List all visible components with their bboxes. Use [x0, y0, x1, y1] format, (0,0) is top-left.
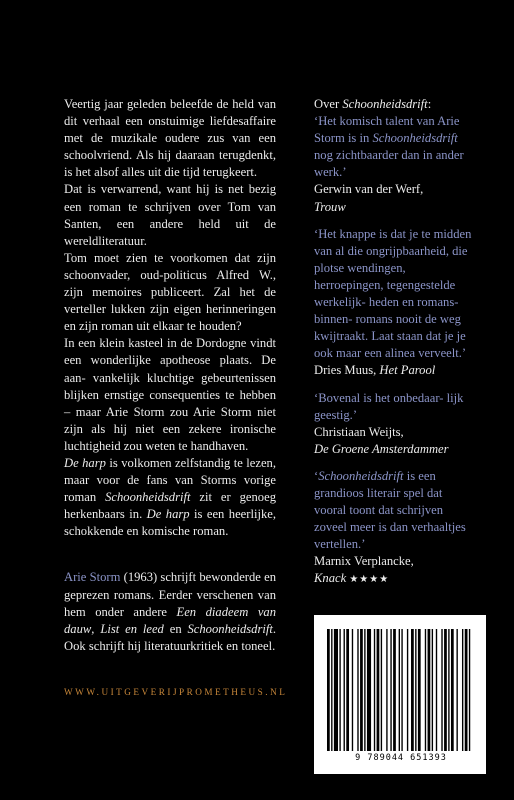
blurb-paragraph: In een klein kasteel in de Dordogne vindt een wonderlijke apotheose plaats. De aan- vankelijk kluchtige gebeurtenissen blijken ernstige consequenties te hebben – maar Arie Storm zou Arie Storm niet zijn als hij niet een zekere ironische luchtigheid zou weten te handhaven.: [64, 336, 276, 453]
barcode-bar: [390, 629, 391, 751]
reviews-intro: [314, 96, 474, 113]
book-title: Schoonheidsdrift: [318, 468, 404, 483]
barcode-bar: [346, 629, 349, 751]
author-bio-text: . Ook schrijft hij literatuurkritiek en toneel.: [64, 621, 277, 653]
quote-text: [314, 113, 474, 181]
barcode-bar: [432, 629, 433, 751]
blurb-text: is een heerlijke, schokkende en komische roman.: [64, 507, 277, 539]
blurb-paragraph: Dat is verwarrend, want hij is net bezig een roman te schrijven over Tom van Santen, een andere held uit de wereldliteratuur.: [64, 182, 276, 248]
barcode-bar: [367, 629, 371, 751]
press-reviews: [314, 96, 474, 599]
review-author: Christiaan Weijts,: [314, 424, 404, 439]
author-bio: [64, 569, 276, 654]
review-author: Marnix Verplancke,: [314, 554, 414, 569]
barcode-bar: [411, 629, 414, 751]
barcode-bar: [393, 629, 396, 751]
barcode-bar: [344, 629, 345, 751]
quote-fragment: ‘Het komisch talent van Arie Storm is in: [314, 114, 460, 146]
quote-fragment: ‘: [314, 468, 319, 483]
publisher-website: WWW.UITGEVERIJPROMETHEUS.NL: [64, 687, 288, 697]
barcode-bar: [352, 629, 353, 751]
author-bio-text: (1963) schrijft bewonderde en geprezen romans. Eerder verschenen van hem onder andere: [64, 570, 276, 619]
review-author: Gerwin van der Werf,: [314, 182, 424, 197]
barcode-bar: [331, 629, 332, 751]
outlet-name: Trouw: [314, 199, 346, 214]
review-outlet: [314, 199, 474, 216]
quote-text: ‘Bovenal is het onbedaar- lijk geestig.’: [314, 390, 464, 422]
barcode-bar: [364, 629, 365, 751]
quote-fragment: nog zichtbaarder dan in ander werk.’: [314, 148, 464, 180]
barcode-bar: [327, 629, 330, 751]
barcode-bar: [399, 629, 400, 751]
barcode-bar: [465, 629, 468, 751]
book-title: Schoonheidsdrift: [342, 97, 428, 111]
author-name: Arie Storm: [64, 570, 121, 585]
review-outlet: [314, 441, 474, 458]
barcode-bar: [381, 629, 382, 751]
barcode-bar: [451, 629, 454, 751]
quote-fragment: is een grandioos literair spel dat vooral toont dat schrijven zoveel meer is dan verhaaltjes vertellen.’: [314, 468, 466, 552]
blurb-paragraph: Tom moet zien te voorkomen dat zijn schoonvader, oud-politicus Alfred W., zijn memoires publiceert. Zal het de verteller lukken zijn eigen herinneringen en zijn roman uit elkaar te houden?: [64, 250, 276, 334]
review-source: [314, 362, 474, 379]
barcode-bar: [334, 629, 338, 751]
barcode-bar: [418, 629, 421, 751]
review-outlet: [314, 570, 474, 588]
barcode-bar: [360, 629, 363, 751]
barcode-bar: [339, 629, 340, 751]
book-title: De harp: [146, 507, 190, 522]
barcode-bar: [377, 629, 380, 751]
barcode-bar: [428, 629, 431, 751]
blurb-paragraph: Veertig jaar geleden beleefde de held van dit verhaal een onstuimige liefdesaffaire met de muzikale oudere zus van een schoolvriend. Als hij daaraan terugdenkt, is het alsof alles uit die tijd terugkeert.: [64, 97, 276, 180]
outlet-name: Het Parool: [379, 363, 436, 378]
barcode-bar: [441, 629, 442, 751]
review-quote: [314, 226, 474, 380]
book-title: Schoonheidsdrift: [372, 131, 458, 146]
barcode-bar: [415, 629, 416, 751]
barcode-bar: [448, 629, 449, 751]
book-title: List en leed: [100, 621, 164, 636]
author-bio-text: en: [163, 621, 188, 636]
author-bio-text: ,: [91, 621, 101, 636]
barcode-bar: [425, 629, 426, 751]
barcode-bar: [469, 629, 470, 751]
review-quote: [314, 468, 474, 589]
book-title: De harp: [64, 455, 106, 470]
back-cover-blurb: [64, 96, 276, 655]
book-title: Een diadeem van dauw: [64, 604, 277, 636]
quote-text: [314, 468, 474, 553]
review-author: Dries Muus,: [314, 363, 380, 378]
barcode-bar: [374, 629, 375, 751]
barcode-bars: [327, 629, 473, 751]
barcode-bar: [357, 629, 358, 751]
review-quote: [314, 390, 474, 458]
star-rating: ★★★★: [349, 574, 390, 586]
review-quote: [314, 113, 474, 216]
blurb-text: is volkomen zelfstandig te lezen, maar voor de fans van Storms vorige roman: [64, 455, 276, 505]
book-title: Schoonheidsdrift: [187, 621, 273, 636]
outlet-name: Knack: [314, 571, 347, 586]
barcode-bar: [456, 629, 457, 751]
reviews-intro-text: Over: [314, 97, 343, 111]
barcode-bar: [444, 629, 447, 751]
barcode-bar: [407, 629, 408, 751]
barcode-bar: [386, 629, 387, 751]
barcode-bar: [436, 629, 437, 751]
barcode-bar: [401, 629, 402, 751]
isbn-barcode: [314, 615, 486, 774]
book-title: Schoonheidsdrift: [105, 490, 191, 505]
barcode-bar: [462, 629, 463, 751]
isbn-number: 9 789044 651393: [355, 753, 447, 763]
quote-text: ‘Het knappe is dat je te midden van al die ongrijpbaarheid, die plotse wendingen, herroepingen, tegengestelde werkelijk- heden en romans-binnen- romans nooit de weg kwijtraakt. Laat staan dat je je ook maar een alinea verveelt.’: [314, 226, 472, 361]
blurb-text: zit er genoeg herkenbaars in.: [64, 490, 276, 522]
reviews-intro-text: :: [427, 97, 432, 111]
blurb-paragraph: [64, 455, 276, 540]
outlet-name: De Groene Amsterdammer: [314, 441, 449, 456]
